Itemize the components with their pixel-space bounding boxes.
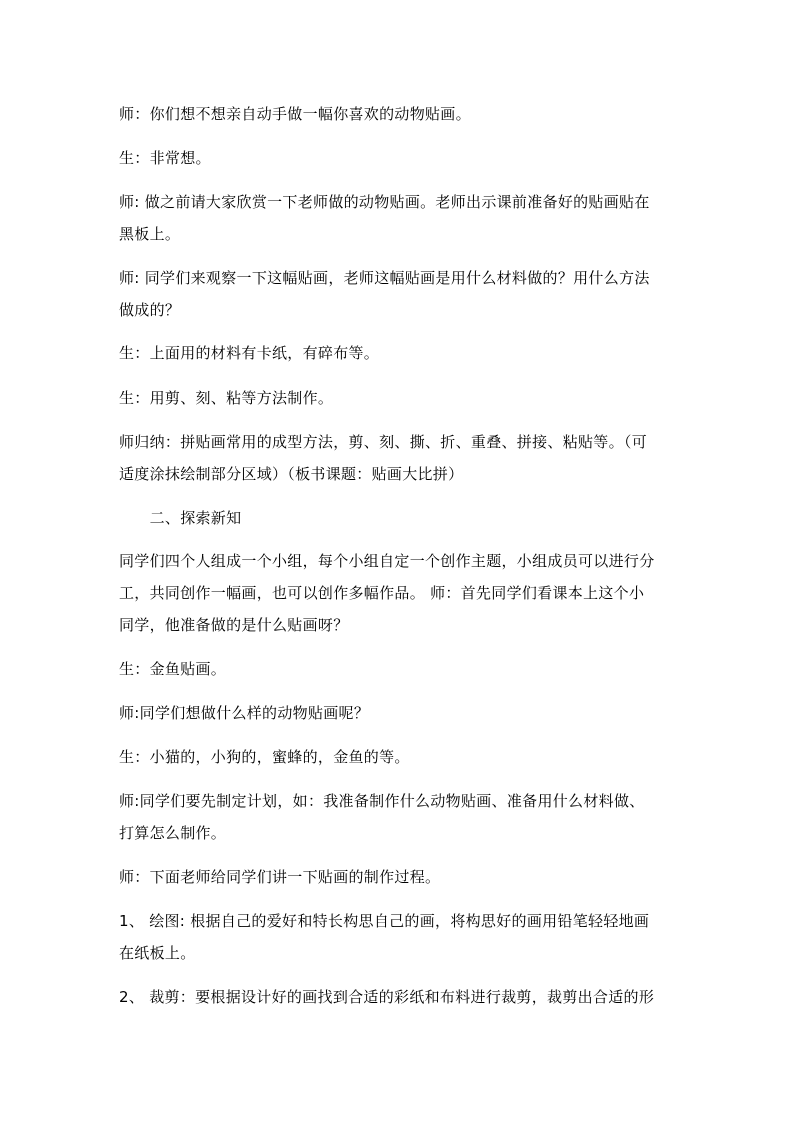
text-line: 师:同学们要先制定计划，如：我准备制作什么动物贴画、准备用什么材料做、: [119, 792, 645, 810]
section-heading: 二、探索新知: [119, 509, 242, 527]
text-line: 生：上面用的材料有卡纸，有碎布等。: [119, 344, 380, 362]
text-line: 师:同学们想做什么样的动物贴画呢？: [119, 704, 370, 722]
text-line: 生：用剪、刻、粘等方法制作。: [119, 389, 334, 407]
text-line: 做成的？: [119, 301, 181, 319]
text-line: 黑板上。: [119, 225, 181, 243]
text-line: 师归纳：拼贴画常用的成型方法，剪、刻、撕、折、重叠、拼接、粘贴等。（可: [119, 433, 648, 451]
text-line: 师：你们想不想亲自动手做一幅你喜欢的动物贴画。: [119, 105, 471, 123]
text-line: 生：非常想。: [119, 149, 211, 167]
text-line: 2、 裁剪：要根据设计好的画找到合适的彩纸和布料进行裁剪，裁剪出合适的形: [119, 988, 655, 1006]
text-line: 生：小猫的，小狗的，蜜蜂的，金鱼的等。: [119, 748, 410, 766]
text-line: 适度涂抹绘制部分区域）（板书课题：贴画大比拼）: [119, 465, 464, 483]
text-line: 1、 绘图: 根据自己的爱好和特长构思自己的画，将构思好的画用铅笔轻轻地画: [119, 912, 650, 930]
text-line: 师: 做之前请大家欣赏一下老师做的动物贴画。老师出示课前准备好的贴画贴在: [119, 193, 650, 211]
text-line: 打算怎么制作。: [119, 824, 227, 842]
text-line: 工，共同创作一幅画，也可以创作多幅作品。 师：首先同学们看课本上这个小: [119, 584, 645, 602]
text-line: 同学，他准备做的是什么贴画呀？: [119, 616, 349, 634]
text-line: 师：下面老师给同学们讲一下贴画的制作过程。: [119, 868, 441, 886]
text-line: 在纸板上。: [119, 944, 196, 962]
text-line: 生：金鱼贴画。: [119, 660, 227, 678]
text-line: 同学们四个人组成一个小组，每个小组自定一个创作主题，小组成员可以进行分: [119, 552, 655, 570]
text-line: 师: 同学们来观察一下这幅贴画，老师这幅贴画是用什么材料做的？用什么方法: [119, 269, 650, 287]
